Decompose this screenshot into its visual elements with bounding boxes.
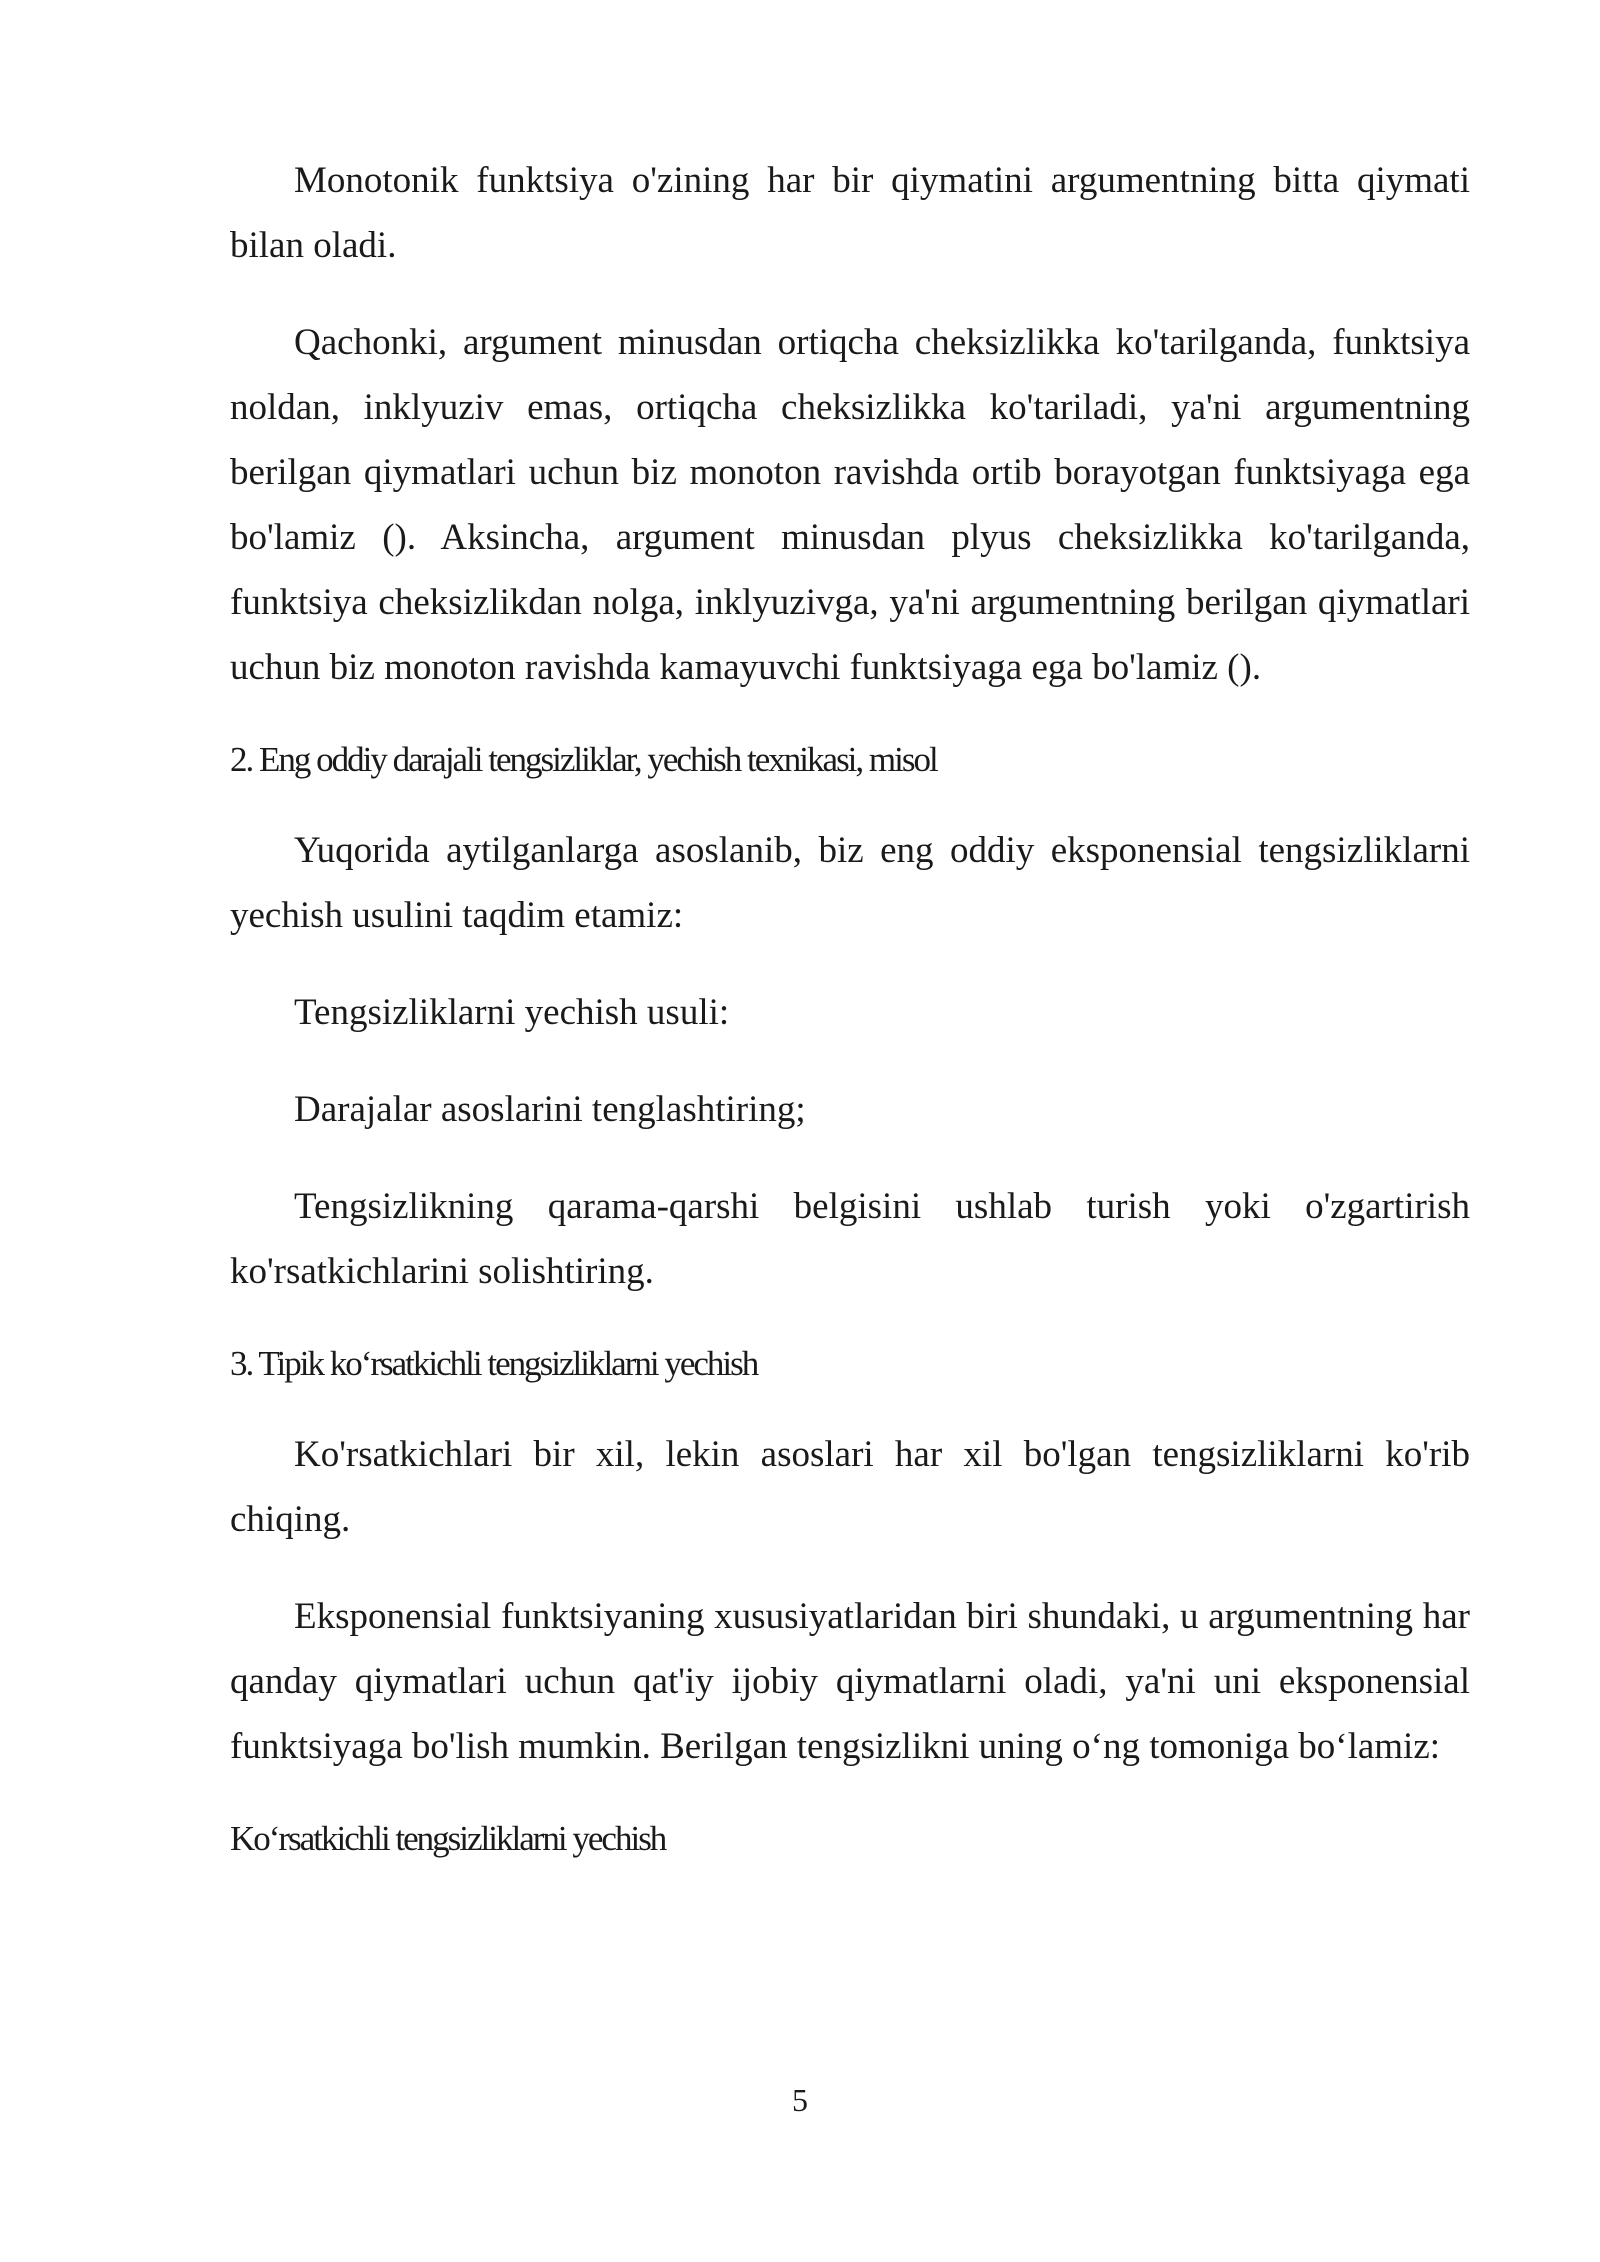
heading-section-2: 2. Eng oddiy darajali tengsizliklar, yechish texnikasi, misol [230, 740, 937, 779]
paragraph-method-step-1: Darajalar asoslarini tenglashtiring; [294, 1089, 806, 1130]
paragraph-same-exponents: Ko'rsatkichlari bir xil, lekin asoslari har xil bo'lgan tengsizliklarni ko'rib chiqing. [230, 1434, 1470, 1540]
paragraph-method-intro: Yuqorida aytilganlarga asoslanib, biz eng oddiy eksponensial tengsizliklarni yechish usulini taqdim etamiz: [230, 830, 1470, 936]
paragraph-monotonic-definition: Monotonik funktsiya o'zining har bir qiymatini argumentning bitta qiymati bilan oladi. [230, 160, 1470, 266]
heading-section-3: 3. Tipik ko‘rsatkichli tengsizliklarni yechish [230, 1344, 758, 1383]
paragraph-exponential-property: Eksponensial funktsiyaning xususiyatlaridan biri shundaki, u argumentning har qanday qiymatlari uchun qat'iy ijobiy qiymatlarni oladi, ya'ni uni eksponensial funktsiyaga bo'lish mumkin. Berilgan tengsizlikni uning o‘ng tomoniga bo‘lamiz: [230, 1596, 1470, 1767]
heading-solving-inequalities: Ko‘rsatkichli tengsizliklarni yechish [230, 1819, 666, 1858]
document-page [230, 148, 1470, 1897]
paragraph-method-title: Tengsizliklarni yechish usuli: [294, 992, 730, 1033]
paragraph-method-step-2: Tengsizlikning qarama-qarshi belgisini ushlab turish yoki o'zgartirish ko'rsatkichlarini solishtiring. [230, 1186, 1470, 1292]
page-number: 5 [792, 2082, 808, 2118]
paragraph-monotonic-behavior: Qachonki, argument minusdan ortiqcha cheksizlikka ko'tarilganda, funktsiya noldan, inklyuziv emas, ortiqcha cheksizlikka ko'tariladi, ya'ni argumentning berilgan qiymatlari uchun biz monoton ravishda ortib borayotgan funktsiyaga ega bo'lamiz (). Aksincha, argument minusdan plyus cheksizlikka ko'tarilganda, funktsiya cheksizlikdan nolga, inklyuzivga, ya'ni argumentning berilgan qiymatlari uchun biz monoton ravishda kamayuvchi funktsiyaga ega bo'lamiz (). [230, 322, 1470, 688]
